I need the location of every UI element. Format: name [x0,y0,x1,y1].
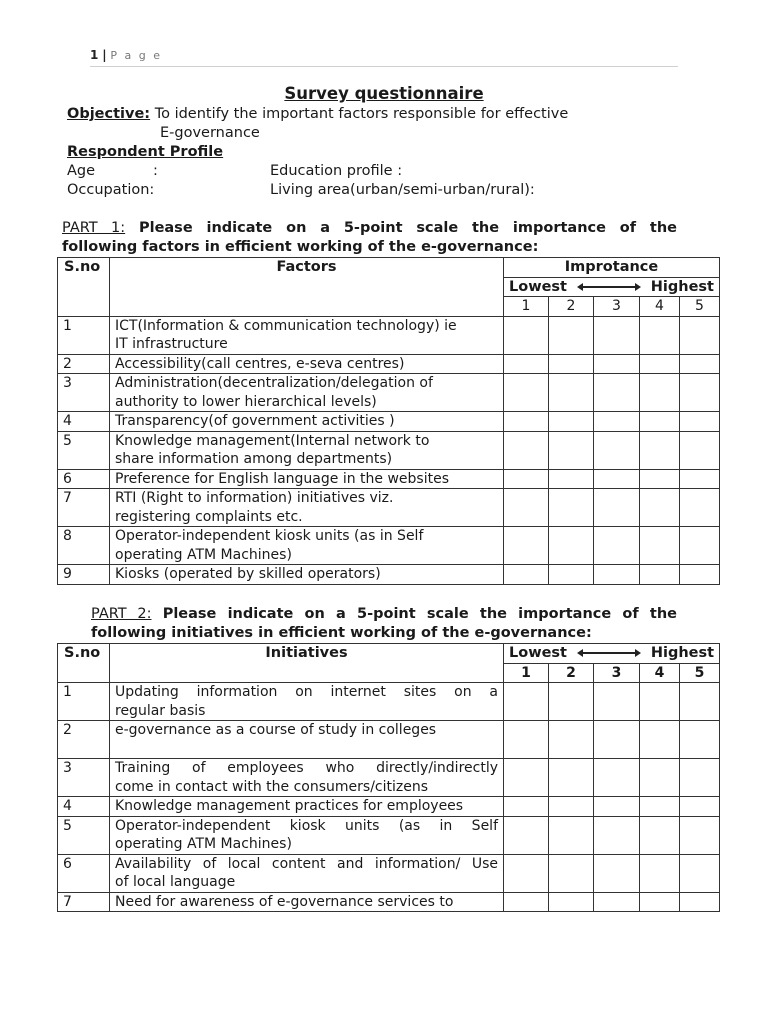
rating-cell-5[interactable] [680,412,720,432]
scale-3-header: 3 [594,663,640,683]
rating-cell-4[interactable] [640,721,680,759]
rating-cell-4[interactable] [640,431,680,469]
rating-cell-1[interactable] [504,892,549,912]
col-importance-header: Improtance [504,258,720,278]
importance-scale-legend [504,277,720,297]
rating-cell-1[interactable] [504,374,549,412]
row-description [110,316,504,354]
scale-5-header: 5 [680,663,720,683]
rating-cell-5[interactable] [680,683,720,721]
rating-cell-5[interactable] [680,374,720,412]
part2-initiatives-table [57,643,720,912]
rating-cell-5[interactable] [680,721,720,759]
rating-cell-4[interactable] [640,469,680,489]
rating-cell-2[interactable] [549,489,594,527]
rating-cell-4[interactable] [640,892,680,912]
row-description-line1: Operator-independent kiosk units (as in Self [115,528,424,544]
objective-line [67,105,568,124]
row-sno: 5 [58,816,110,854]
rating-cell-3[interactable] [594,683,640,721]
rating-cell-3[interactable] [594,374,640,412]
rating-cell-3[interactable] [594,721,640,759]
row-description-line1: Training of employees who directly/indirectly [115,760,498,776]
part2-heading-line2: following initiatives in efficient working of the e-governance: [91,625,592,641]
scale-3-header: 3 [594,297,640,317]
rating-cell-3[interactable] [594,431,640,469]
row-sno: 3 [58,374,110,412]
row-description-line2: operating ATM Machines) [115,546,292,563]
table-row [58,797,720,817]
row-description [110,565,504,585]
col-sno-header: S.no [58,644,110,683]
page-header [90,46,678,67]
double-arrow-icon [583,286,635,288]
rating-cell-2[interactable] [549,892,594,912]
objective-label: Objective: [67,106,151,122]
rating-cell-1[interactable] [504,854,549,892]
rating-cell-2[interactable] [549,816,594,854]
row-description-line2: regular basis [115,702,206,719]
row-description [110,374,504,412]
row-description-line2: come in contact with the consumers/citizens [115,778,429,795]
rating-cell-1[interactable] [504,469,549,489]
part1-heading-line1: Please indicate on a 5-point scale the importance of the [138,220,677,236]
rating-cell-5[interactable] [680,797,720,817]
row-sno: 1 [58,316,110,354]
row-sno: 7 [58,489,110,527]
rating-cell-3[interactable] [594,892,640,912]
document-title: Survey questionnaire [284,84,484,103]
row-description [110,816,504,854]
rating-cell-5[interactable] [680,759,720,797]
rating-cell-1[interactable] [504,759,549,797]
rating-cell-3[interactable] [594,469,640,489]
rating-cell-4[interactable] [640,316,680,354]
scale-1-header: 1 [504,297,549,317]
respondent-profile-heading: Respondent Profile [67,144,224,160]
row-description-line2: of local language [115,874,236,890]
rating-cell-2[interactable] [549,374,594,412]
rating-cell-2[interactable] [549,683,594,721]
row-description [110,431,504,469]
row-description-line1: Updating information on internet sites on a [115,684,498,700]
rating-cell-3[interactable] [594,816,640,854]
row-description [110,892,504,912]
row-description [110,412,504,432]
row-description-line1: Knowledge management practices for employees [115,798,464,814]
rating-cell-1[interactable] [504,816,549,854]
row-description-line1: Knowledge management(Internal network to [115,432,430,449]
rating-cell-1[interactable] [504,797,549,817]
row-description [110,354,504,374]
table-row [58,759,720,797]
table-row [58,374,720,412]
row-sno: 1 [58,683,110,721]
rating-cell-5[interactable] [680,431,720,469]
rating-cell-2[interactable] [549,854,594,892]
rating-cell-2[interactable] [549,721,594,759]
rating-cell-4[interactable] [640,354,680,374]
row-description-line1: Kiosks (operated by skilled operators) [115,566,381,582]
rating-cell-2[interactable] [549,565,594,585]
table-row [58,489,720,527]
row-sno: 9 [58,565,110,585]
part1-heading [62,219,677,238]
age-label: Age [67,163,96,179]
rating-cell-3[interactable] [594,412,640,432]
row-description-line1: Accessibility(call centres, e-seva centres) [115,355,405,372]
row-description [110,854,504,892]
row-sno: 2 [58,721,110,759]
age-colon: : [153,163,158,179]
row-sno: 7 [58,892,110,912]
rating-cell-4[interactable] [640,489,680,527]
rating-cell-1[interactable] [504,316,549,354]
rating-cell-2[interactable] [549,412,594,432]
rating-cell-3[interactable] [594,354,640,374]
scale-4-header: 4 [640,297,680,317]
row-sno: 6 [58,469,110,489]
table-row [58,431,720,469]
rating-cell-5[interactable] [680,816,720,854]
row-description-line2: registering complaints etc. [115,508,303,525]
scale-1-header: 1 [504,663,549,683]
part2-heading [91,605,677,624]
rating-cell-3[interactable] [594,759,640,797]
row-description-line2: operating ATM Machines) [115,836,292,852]
rating-cell-4[interactable] [640,816,680,854]
page-number: 1 [90,48,99,62]
row-description-line1: e-governance as a course of study in colleges [115,722,437,738]
col-factors-header: Factors [110,258,504,317]
rating-cell-2[interactable] [549,431,594,469]
rating-cell-4[interactable] [640,854,680,892]
header-separator: | [102,48,107,62]
rating-cell-1[interactable] [504,527,549,565]
row-description [110,683,504,721]
row-sno: 3 [58,759,110,797]
rating-cell-4[interactable] [640,565,680,585]
col-initiatives-header: Initiatives [110,644,504,683]
row-description-line1: Need for awareness of e-governance services to [115,893,454,910]
row-sno: 4 [58,797,110,817]
rating-cell-2[interactable] [549,797,594,817]
row-description-line2: authority to lower hierarchical levels) [115,393,377,410]
objective-text: To identify the important factors responsible for effective [154,106,569,122]
rating-cell-1[interactable] [504,565,549,585]
row-description [110,469,504,489]
rating-cell-2[interactable] [549,759,594,797]
scale-2-header: 2 [549,297,594,317]
row-description [110,721,504,759]
rating-cell-1[interactable] [504,721,549,759]
table-row [58,721,720,759]
row-description [110,797,504,817]
row-description-line2: IT infrastructure [115,336,228,352]
table-row [58,854,720,892]
row-description-line1: Operator-independent kiosk units (as in Self [115,817,498,834]
rating-cell-1[interactable] [504,431,549,469]
scale-highest-label: Highest [650,278,714,295]
part1-heading-line2: following factors in efficient working of the e-governance: [62,239,539,255]
table-row [58,892,720,912]
part2-heading-line1: Please indicate on a 5-point scale the importance of the [162,606,677,622]
row-sno: 4 [58,412,110,432]
row-description-line1: Preference for English language in the websites [115,470,449,487]
rating-cell-1[interactable] [504,489,549,527]
rating-cell-5[interactable] [680,527,720,565]
double-arrow-icon [583,652,635,654]
table-row [58,816,720,854]
row-sno: 6 [58,854,110,892]
rating-cell-2[interactable] [549,316,594,354]
importance-scale-legend [504,644,720,664]
table-row [58,316,720,354]
rating-cell-3[interactable] [594,489,640,527]
rating-cell-4[interactable] [640,797,680,817]
page-label: P a g e [110,49,163,62]
living-area-label: Living area(urban/semi-urban/rural): [270,182,535,198]
row-description-line1: Availability of local content and information/ Use [115,855,498,872]
row-description-line1: Transparency(of government activities ) [115,413,395,429]
row-description-line1: RTI (Right to information) initiatives viz. [115,490,394,506]
rating-cell-5[interactable] [680,854,720,892]
row-sno: 5 [58,431,110,469]
scale-5-header: 5 [680,297,720,317]
table-row [58,527,720,565]
row-description [110,527,504,565]
rating-cell-4[interactable] [640,412,680,432]
row-description [110,489,504,527]
rating-cell-4[interactable] [640,374,680,412]
row-description-line1: ICT(Information & communication technology) ie [115,317,457,334]
rating-cell-1[interactable] [504,412,549,432]
part1-label: PART 1: [62,220,126,236]
rating-cell-3[interactable] [594,527,640,565]
rating-cell-5[interactable] [680,489,720,527]
rating-cell-5[interactable] [680,469,720,489]
table-row [58,412,720,432]
rating-cell-4[interactable] [640,683,680,721]
objective-text-cont: E-governance [160,125,260,141]
occupation-label: Occupation: [67,182,155,198]
scale-2-header: 2 [549,663,594,683]
rating-cell-4[interactable] [640,527,680,565]
rating-cell-2[interactable] [549,527,594,565]
scale-4-header: 4 [640,663,680,683]
part2-label: PART 2: [91,606,152,622]
education-profile-label: Education profile : [270,163,403,179]
row-description [110,759,504,797]
table-row [58,565,720,585]
col-sno-header: S.no [58,258,110,317]
rating-cell-1[interactable] [504,354,549,374]
scale-highest-label: Highest [650,645,715,661]
part1-factors-table [57,257,720,585]
rating-cell-5[interactable] [680,316,720,354]
scale-lowest-label: Lowest [509,645,567,661]
rating-cell-3[interactable] [594,854,640,892]
rating-cell-5[interactable] [680,565,720,585]
row-description-line1: Administration(decentralization/delegation of [115,375,433,391]
row-sno: 2 [58,354,110,374]
rating-cell-3[interactable] [594,565,640,585]
rating-cell-4[interactable] [640,759,680,797]
scale-lowest-label: Lowest [509,278,567,295]
rating-cell-1[interactable] [504,683,549,721]
rating-cell-2[interactable] [549,469,594,489]
rating-cell-3[interactable] [594,797,640,817]
row-sno: 8 [58,527,110,565]
table-row [58,469,720,489]
rating-cell-5[interactable] [680,354,720,374]
rating-cell-5[interactable] [680,892,720,912]
rating-cell-3[interactable] [594,316,640,354]
row-description-line2: share information among departments) [115,451,393,467]
table-row [58,354,720,374]
table-row [58,683,720,721]
rating-cell-2[interactable] [549,354,594,374]
